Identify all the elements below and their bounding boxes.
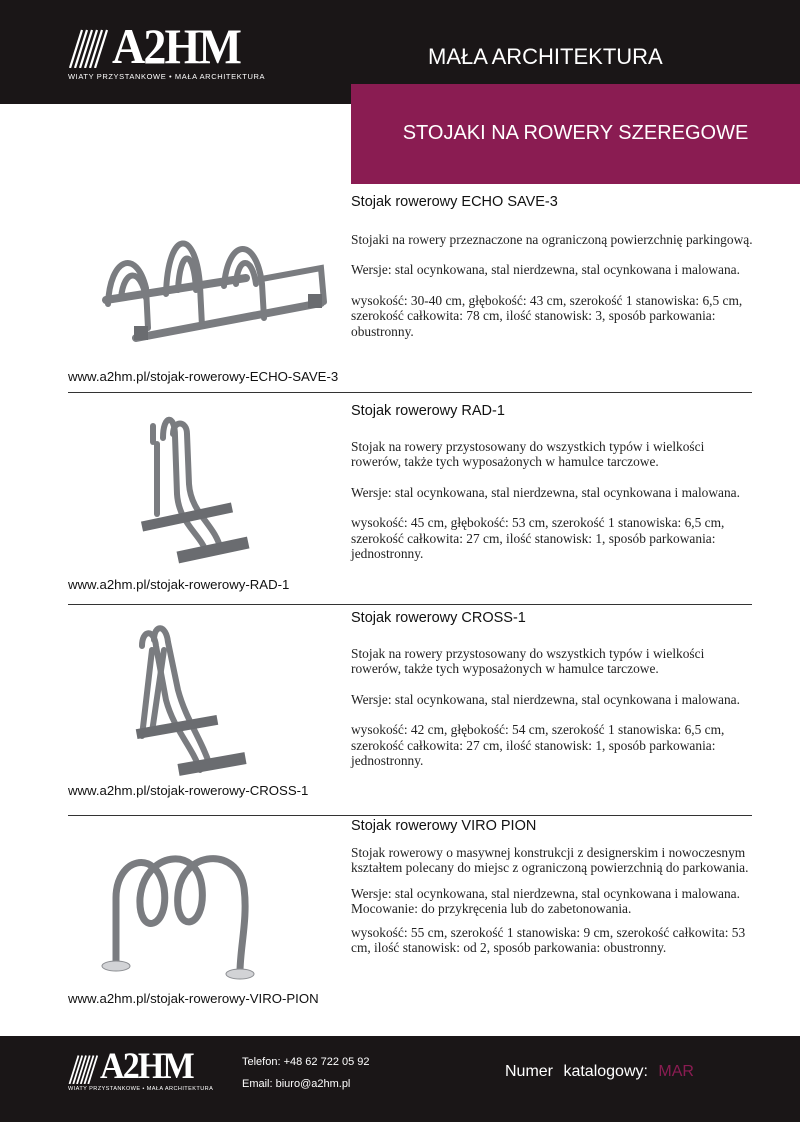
product-description-block [351,232,756,354]
divider [68,392,752,393]
contact-email[interactable]: Email: biuro@a2hm.pl [242,1078,351,1090]
catalog-code: MAR [658,1063,694,1080]
catalog-number [505,1063,694,1081]
product-versions: Wersje: stal ocynkowana, stal nierdzewna, stal ocynkowana i malowana. [351,262,740,278]
bike-rack-cross-1-image [130,620,250,785]
product-description: Stojak rowerowy o masywnej konstrukcji z designerskim i nowoczesnym kształtem polecany do miejsc z ograniczoną powierzchnią do parkowania. [351,845,749,876]
divider [68,604,752,605]
product-link[interactable]: www.a2hm.pl/stojak-rowerowy-ECHO-SAVE-3 [68,369,339,384]
product-description-block [351,845,756,970]
bike-rack-rad-1-image [135,414,255,574]
logo-text: A2HM [100,1046,193,1087]
product-title: Stojak rowerowy RAD-1 [351,403,505,419]
divider [68,815,752,816]
product-versions: Wersje: stal ocynkowana, stal nierdzewna, stal ocynkowana i malowana. [351,691,740,707]
company-logo[interactable] [68,18,278,86]
product-specs: wysokość: 45 cm, głębokość: 53 cm, szerokość 1 stanowiska: 6,5 cm, szerokość całkowita: 27 cm, ilość stanowisk: 1, sposób parkowania: jednostronny. [351,515,725,562]
product-description: Stojaki na rowery przeznaczone na ograniczoną powierzchnię parkingową. [351,232,753,247]
page-title: MAŁA ARCHITEKTURA [428,44,663,69]
category-title: STOJAKI NA ROWERY SZEREGOWE [402,122,749,144]
catalog-label: Numer katalogowy: [505,1063,648,1080]
logo-subtitle: WIATY PRZYSTANKOWE • MAŁA ARCHITEKTURA [68,72,266,81]
product-description-block [351,439,756,576]
page-footer [0,1036,800,1122]
product-link[interactable]: www.a2hm.pl/stojak-rowerowy-VIRO-PION [68,991,319,1006]
footer-logo[interactable] [68,1046,218,1102]
logo-stripes-icon [68,1054,104,1084]
product-description: Stojak na rowery przystosowany do wszystkich typów i wielkości rowerów, także tych wyposażonych w hamulce tarczowe. [351,439,705,470]
product-specs: wysokość: 55 cm, szerokość 1 stanowiska: 9 cm, szerokość całkowita: 53 cm, ilość stanowisk: od 2, sposób parkowania: obustronny. [351,924,746,956]
bike-rack-viro-pion-image [98,838,278,988]
product-link[interactable]: www.a2hm.pl/stojak-rowerowy-CROSS-1 [68,783,309,798]
contact-phone[interactable]: Telefon: +48 62 722 05 92 [242,1056,370,1068]
product-specs: wysokość: 30-40 cm, głębokość: 43 cm, szerokość 1 stanowiska: 6,5 cm, szerokość całkowita: 78 cm, ilość stanowisk: 3, sposób parkowania: obustronny. [351,292,743,339]
bike-rack-echo-save-3-image [96,228,336,348]
product-versions: Wersje: stal ocynkowana, stal nierdzewna, stal ocynkowana i malowana. Mocowanie: do przykręcenia lub do zabetonowania. [351,885,740,917]
product-link[interactable]: www.a2hm.pl/stojak-rowerowy-RAD-1 [68,577,290,592]
product-title: Stojak rowerowy VIRO PION [351,818,537,834]
category-banner [351,84,800,184]
product-title: Stojak rowerowy ECHO SAVE-3 [351,194,558,210]
logo-text: A2HM [112,18,241,74]
product-versions: Wersje: stal ocynkowana, stal nierdzewna, stal ocynkowana i malowana. [351,484,740,500]
logo-stripes-icon [68,28,116,68]
product-description: Stojak na rowery przystosowany do wszystkich typów i wielkości rowerów, także tych wyposażonych w hamulce tarczowe. [351,646,705,677]
product-description-block [351,646,756,783]
logo-subtitle: WIATY PRZYSTANKOWE • MAŁA ARCHITEKTURA [68,1086,214,1092]
product-title: Stojak rowerowy CROSS-1 [351,610,526,626]
product-specs: wysokość: 42 cm, głębokość: 54 cm, szerokość 1 stanowiska: 6,5 cm, szerokość całkowita: 27 cm, ilość stanowisk: 1, sposób parkowania: jednostronny. [351,722,725,769]
